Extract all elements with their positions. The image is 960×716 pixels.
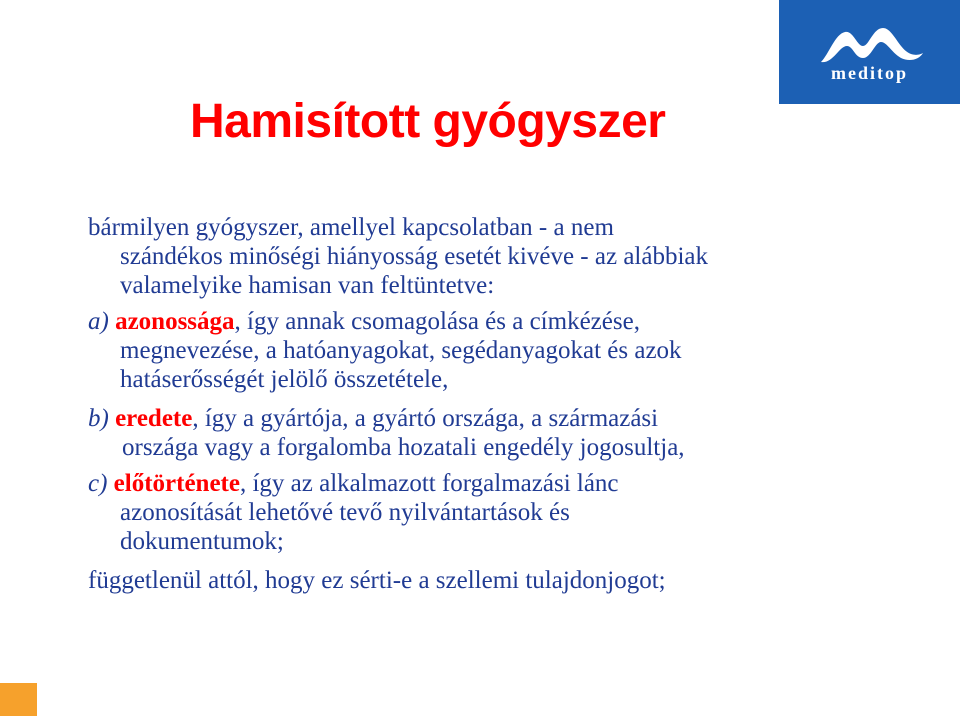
item-a-line-3: hatáserősségét jelölő összetétele, [120, 366, 449, 393]
corner-decoration [0, 683, 37, 716]
page-title: Hamisított gyógyszer [190, 95, 666, 148]
item-c-keyword: előtörténete [113, 470, 240, 497]
item-b-line-1 [88, 404, 948, 433]
intro-line-1: bármilyen gyógyszer, amellyel kapcsolatban - a nem [88, 214, 614, 241]
intro-line-2: szándékos minőségi hiányosság esetét kivéve - az alábbiak [120, 243, 709, 270]
item-a-line-1-rest: , így annak csomagolása és a címkézése, [234, 308, 640, 335]
closing-line: függetlenül attól, hogy ez sérti-e a szellemi tulajdonjogot; [88, 567, 666, 594]
item-c-line-3: dokumentumok; [120, 528, 284, 555]
item-b-line-1-rest: , így a gyártója, a gyártó országa, a származási [192, 405, 659, 432]
definition-text [88, 213, 948, 595]
intro-line-3: valamelyike hamisan van feltüntetve: [120, 272, 495, 299]
item-a-marker: a) [88, 308, 109, 335]
meditop-logo [779, 0, 960, 104]
item-b-marker: b) [88, 405, 109, 432]
item-a-line-2: megnevezése, a hatóanyagokat, segédanyagokat és azok [120, 337, 682, 364]
item-b-line-2: országa vagy a forgalomba hozatali engedély jogosultja, [122, 434, 685, 461]
item-c-line-1-rest: , így az alkalmazott forgalmazási lánc [239, 470, 619, 497]
logo-text: meditop [831, 63, 908, 83]
item-b-keyword: eredete [115, 405, 193, 432]
item-c-line-1 [88, 469, 948, 498]
item-a-line-1 [88, 307, 948, 336]
item-c-line-2: azonosítását lehetővé tevő nyilvántartások és [120, 499, 570, 526]
meditop-wave-logo-icon [815, 24, 925, 68]
item-a-keyword: azonossága [115, 308, 235, 335]
item-c-marker: c) [88, 470, 108, 497]
